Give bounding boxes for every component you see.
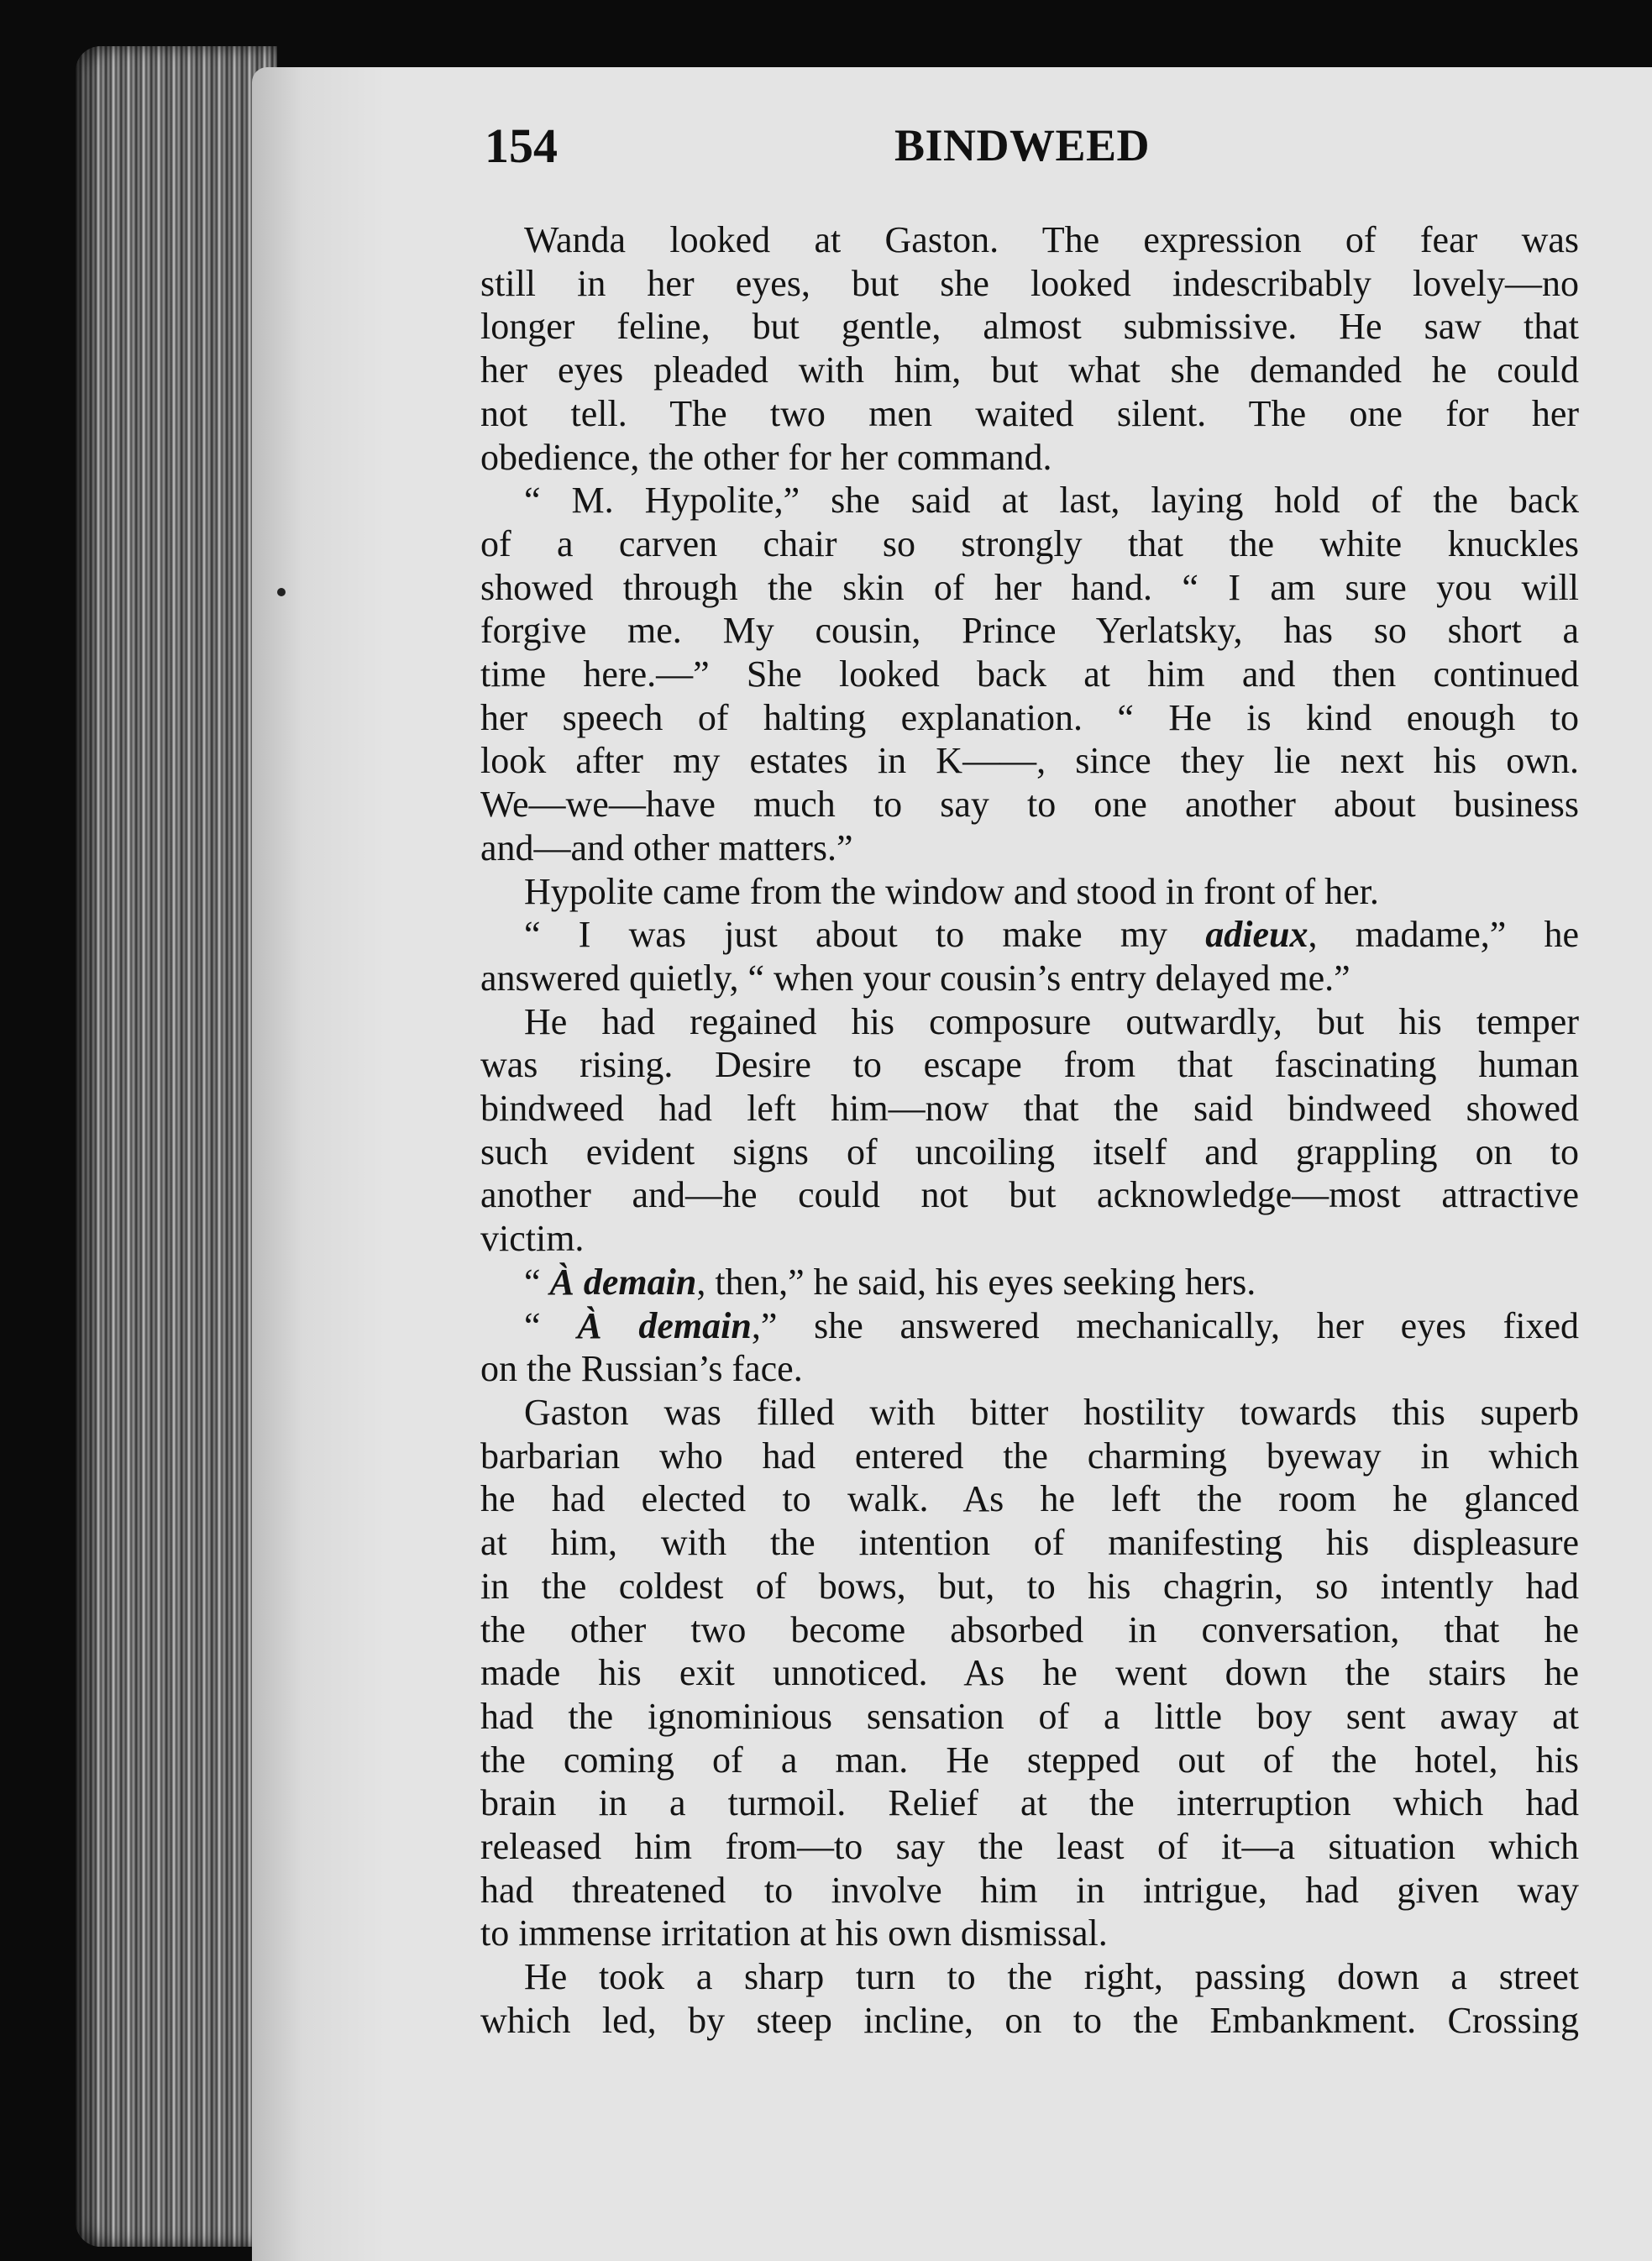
text-line: obedience, the other for her command. — [480, 436, 1052, 478]
body-text — [480, 218, 1579, 2043]
text-segment: , madame,” he — [1308, 914, 1579, 956]
text-line: Gaston was filled with bitter hostility towards this superb — [524, 1391, 1579, 1433]
italic-phrase: À demain — [549, 1261, 697, 1303]
text-segment: ,” she answered mechanically, her eyes fixed — [751, 1304, 1580, 1346]
text-line: longer feline, but gentle, almost submissive. He saw that — [480, 306, 1579, 348]
text-line: He took a sharp turn to the right, passing down a street — [524, 1956, 1579, 1998]
text-line: had the ignominious sensation of a little boy sent away at — [480, 1695, 1579, 1737]
text-line: at him, with the intention of manifesting his displeasure — [480, 1522, 1579, 1564]
running-head: BINDWEED — [894, 120, 1151, 170]
text-segment: “ — [524, 1304, 578, 1346]
text-line: of a carven chair so strongly that the white knuckles — [480, 522, 1579, 564]
text-line: bindweed had left him—now that the said bindweed showed — [480, 1088, 1579, 1130]
text-line: had threatened to involve him in intrigue, had given way — [480, 1869, 1579, 1911]
text-line: in the coldest of bows, but, to his chagrin, so intently had — [480, 1565, 1579, 1607]
text-line: answered quietly, “ when your cousin’s entry delayed me.” — [480, 957, 1350, 999]
text-line: to immense irritation at his own dismissal. — [480, 1912, 1108, 1954]
text-line: showed through the skin of her hand. “ I am sure you will — [480, 566, 1579, 608]
text-line: victim. — [480, 1218, 585, 1260]
text-line: was rising. Desire to escape from that fascinating human — [480, 1044, 1579, 1086]
text-line: He had regained his composure outwardly, but his temper — [524, 1000, 1579, 1042]
text-line: another and—he could not but acknowledge—most attractive — [480, 1174, 1579, 1216]
text-line: barbarian who had entered the charming byeway in which — [480, 1435, 1579, 1477]
text-line: not tell. The two men waited silent. The one for her — [480, 392, 1579, 434]
text-line: her eyes pleaded with him, but what she demanded he could — [480, 349, 1579, 391]
text-line: look after my estates in K——, since they lie next his own. — [480, 740, 1579, 782]
text-line: made his exit unnoticed. As he went down the stairs he — [480, 1652, 1579, 1694]
page-number: 154 — [485, 118, 558, 173]
text-segment: “ I was just about to make my — [524, 914, 1206, 956]
text-line: such evident signs of uncoiling itself and grappling on to — [480, 1130, 1579, 1172]
text-line: Hypolite came from the window and stood in front of her. — [524, 870, 1379, 912]
text-line — [480, 1261, 1579, 1304]
text-line: he had elected to walk. As he left the room he glanced — [480, 1478, 1579, 1520]
text-line: “ M. Hypolite,” she said at last, laying hold of the back — [524, 480, 1579, 522]
text-line: We—we—have much to say to one another about business — [480, 784, 1579, 826]
italic-phrase: adieux — [1205, 914, 1308, 956]
italic-phrase: À demain — [577, 1304, 752, 1346]
book-page-edges — [76, 46, 277, 2247]
text-line: which led, by steep incline, on to the Embankment. Crossing — [480, 1999, 1579, 2041]
text-line — [480, 1304, 1579, 1348]
text-line: time here.—” She looked back at him and then continued — [480, 653, 1579, 695]
text-line: forgive me. My cousin, Prince Yerlatsky, has so short a — [480, 610, 1579, 652]
text-line: Wanda looked at Gaston. The expression of fear was — [524, 219, 1579, 260]
text-line: still in her eyes, but she looked indescribably lovely—no — [480, 262, 1579, 304]
text-line: her speech of halting explanation. “ He is kind enough to — [480, 696, 1579, 738]
text-line: released him from—to say the least of it—a situation which — [480, 1826, 1579, 1868]
text-segment: , then,” he said, his eyes seeking hers. — [696, 1261, 1256, 1303]
text-line: on the Russian’s face. — [480, 1348, 803, 1390]
text-line: the other two become absorbed in conversation, that he — [480, 1608, 1579, 1650]
text-line: and—and other matters.” — [480, 826, 853, 868]
text-line: the coming of a man. He stepped out of the hotel, his — [480, 1739, 1579, 1781]
text-line: brain in a turmoil. Relief at the interruption which had — [480, 1782, 1579, 1824]
margin-speck — [277, 588, 286, 596]
text-line — [480, 913, 1579, 957]
text-segment: “ — [524, 1261, 550, 1303]
